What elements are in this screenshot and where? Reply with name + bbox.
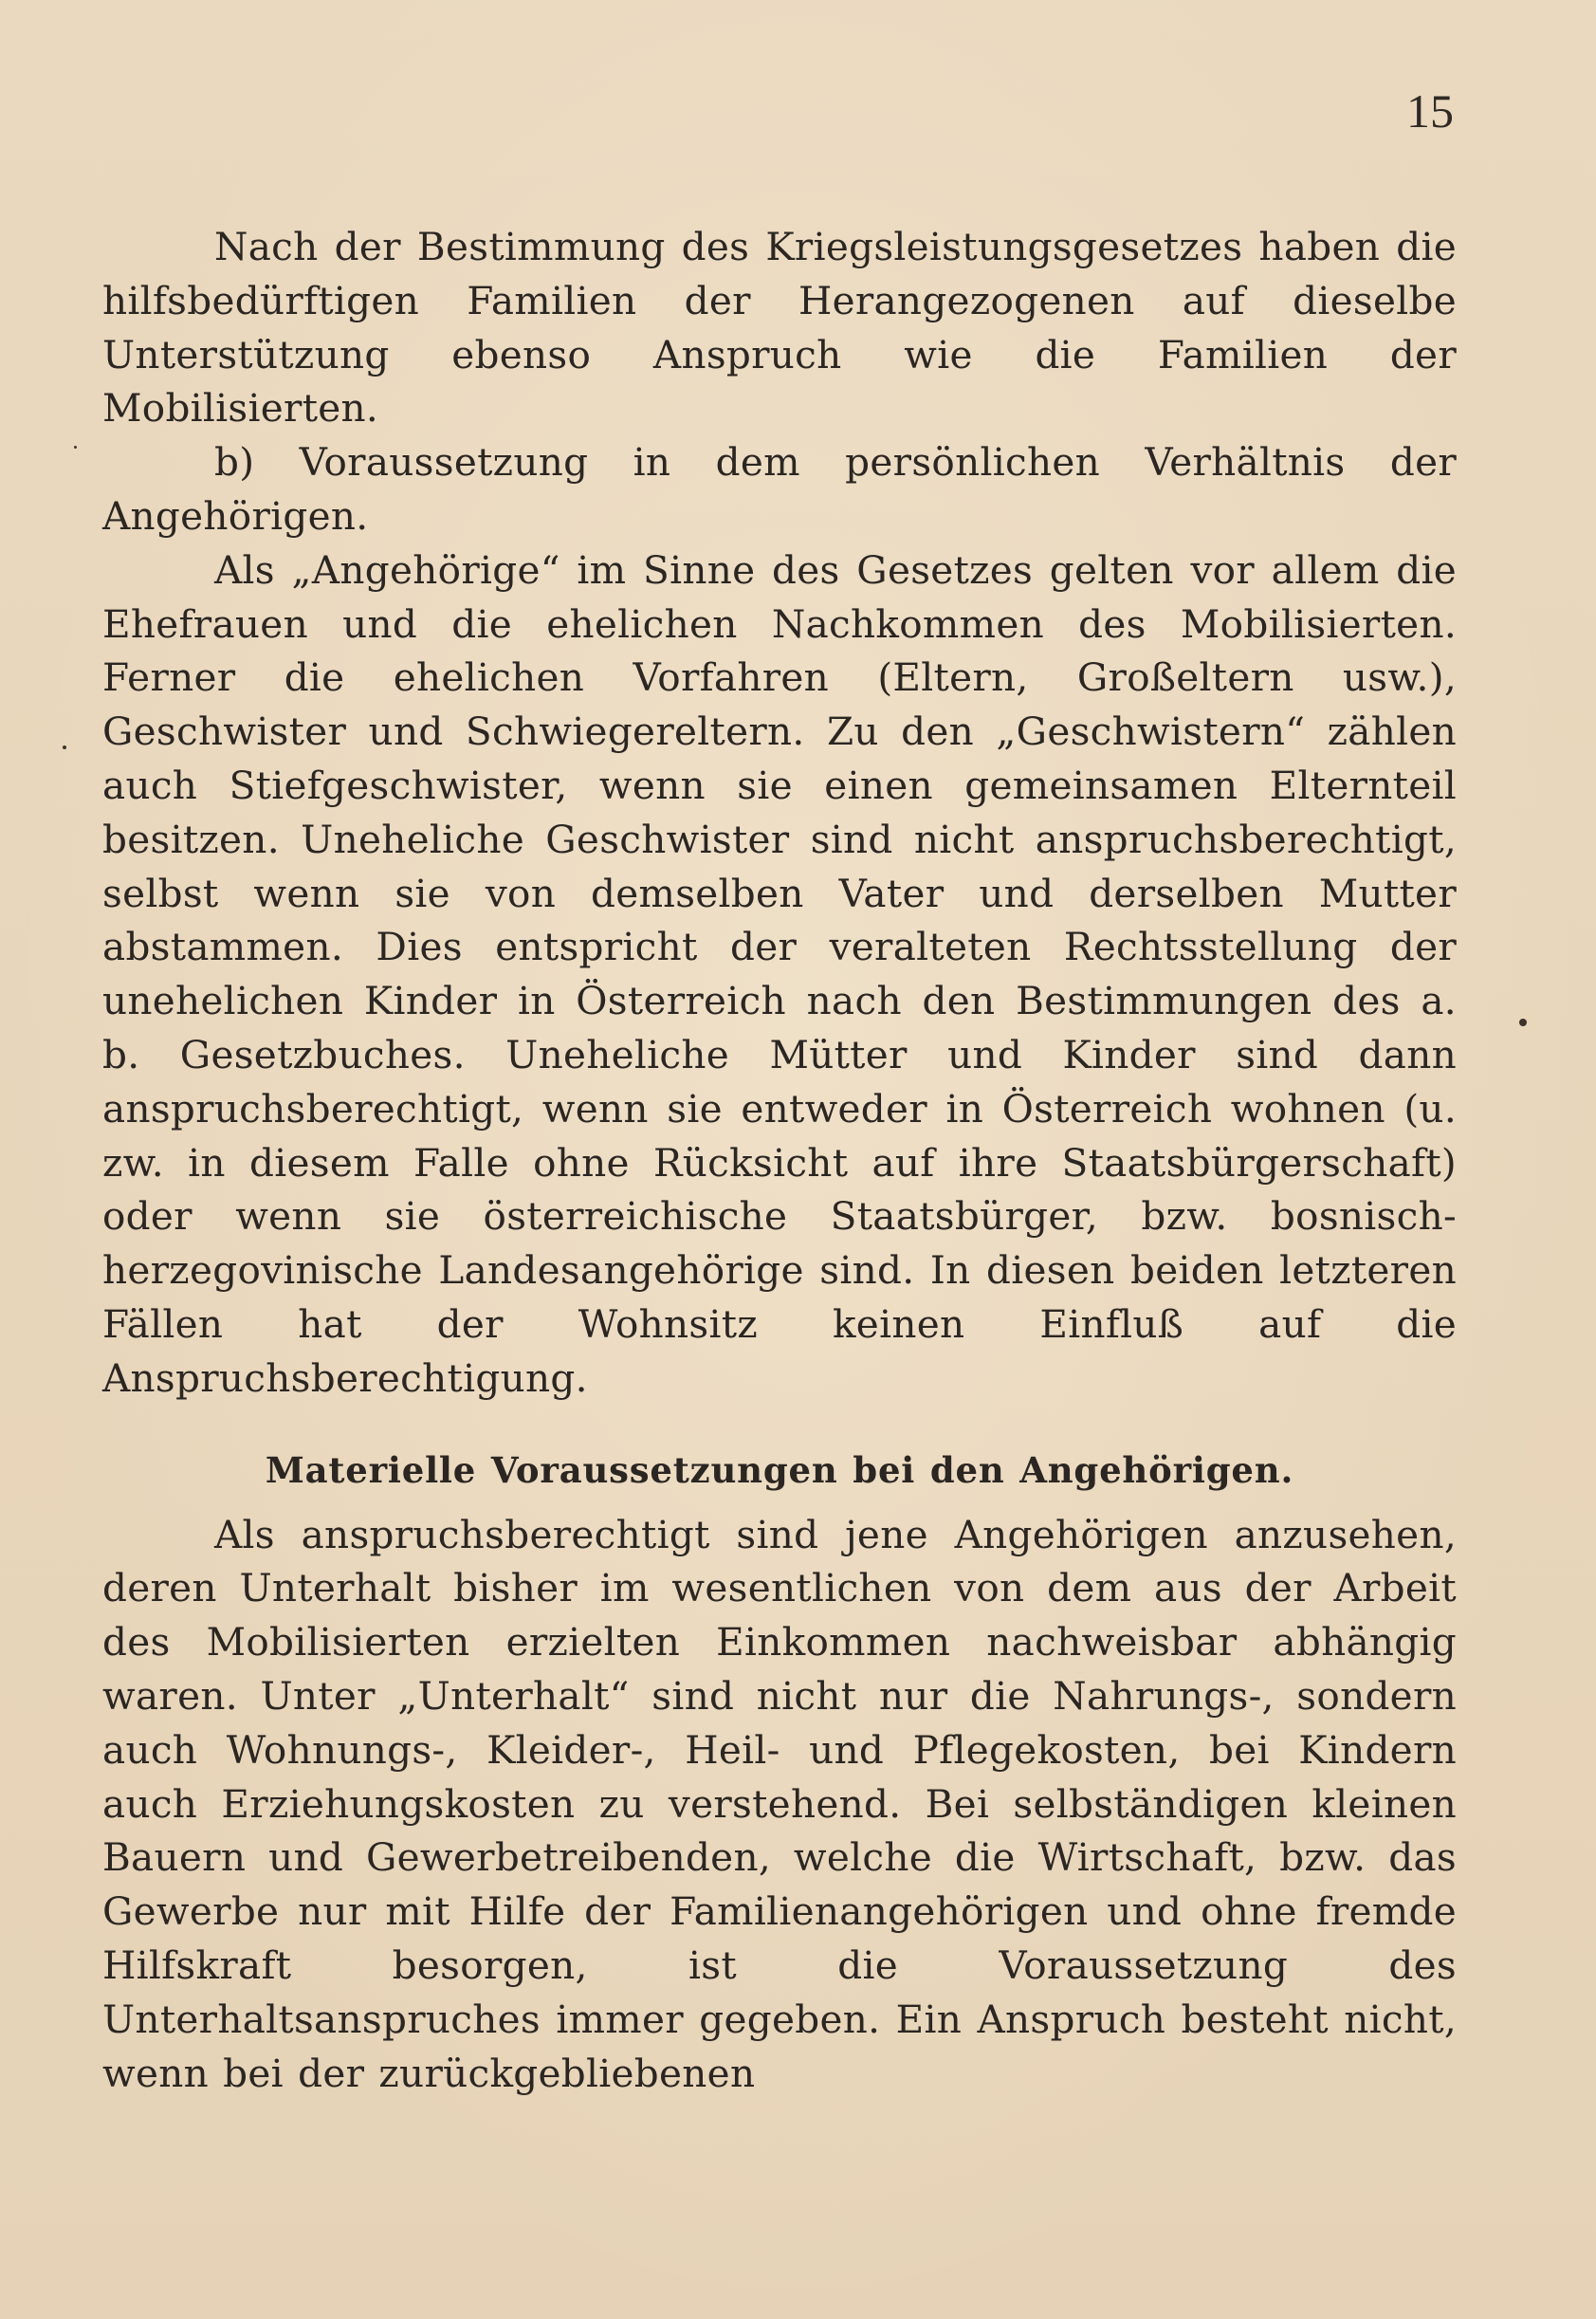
paragraph-subsection-b: b) Voraussetzung in dem persönlichen Verhältnis der Angehörigen. bbox=[102, 439, 1457, 539]
paragraph-herangezogene: Nach der Bestimmung des Kriegsleistungsgesetzes haben die hilfsbedürftigen Familien der Herangezogenen auf dieselbe Unterstützung ebenso Anspruch wie die Familien der Mobilisierten. bbox=[102, 224, 1457, 432]
paragraph-angehoerige: Als „Angehörige“ im Sinne des Gesetzes gelten vor allem die Ehefrauen und die ehelichen Nachkommen des Mobilisierten. Ferner die ehelichen Vorfahren (Eltern, Großeltern usw.), Geschwister und Schwiegereltern. Zu den „Geschwistern“ zählen auch Stiefgeschwister, wenn sie einen gemeinsamen Elternteil besitzen. Uneheliche Geschwister sind nicht anspruchsberechtigt, selbst wenn sie von demselben Vater und derselben Mutter abstammen. Dies entspricht der veralteten Rechtsstellung der unehelichen Kinder in Österreich nach den Bestimmungen des a. b. Gesetzbuches. Uneheliche Mütter und Kinder sind dann anspruchsberechtigt, wenn sie entweder in Österreich wohnen (u. zw. in diesem Falle ohne Rücksicht auf ihre Staatsbürgerschaft) oder wenn sie österreichische Staatsbürger, bzw. bosnisch-herzegovinische Landesangehörige sind. In diesen beiden letzteren Fällen hat der Wohnsitz keinen Einfluß auf die Anspruchsberechtigung. bbox=[102, 546, 1457, 1401]
paragraph-materielle-voraussetzungen: Als anspruchsberechtigt sind jene Angehörigen anzusehen, deren Unterhalt bisher im wesentlichen von dem aus der Arbeit des Mobilisierten erzielten Einkommen nachweisbar abhängig waren. Unter „Unterhalt“ sind nicht nur die Nahrungs-, sondern auch Wohnungs-, Kleider-, Heil- und Pflegekosten, bei Kindern auch Erziehungskosten zu verstehend. Bei selbständigen kleinen Bauern und Gewerbetreibenden, welche die Wirtschaft, bzw. das Gewerbe nur mit Hilfe der Familienangehörigen und ohne fremde Hilfskraft besorgen, ist die Voraussetzung des Unterhaltsanspruches immer gegeben. Ein Anspruch besteht nicht, wenn bei der zurückgebliebenen bbox=[102, 1511, 1457, 2096]
page-number: 15 bbox=[1406, 84, 1454, 138]
section-heading: Materielle Voraussetzungen bei den Angehörigen. bbox=[265, 1448, 1294, 1491]
paper-speck bbox=[74, 446, 77, 449]
paper-speck bbox=[63, 745, 66, 749]
paper-speck bbox=[1519, 1019, 1527, 1026]
body-text bbox=[102, 220, 1457, 2100]
